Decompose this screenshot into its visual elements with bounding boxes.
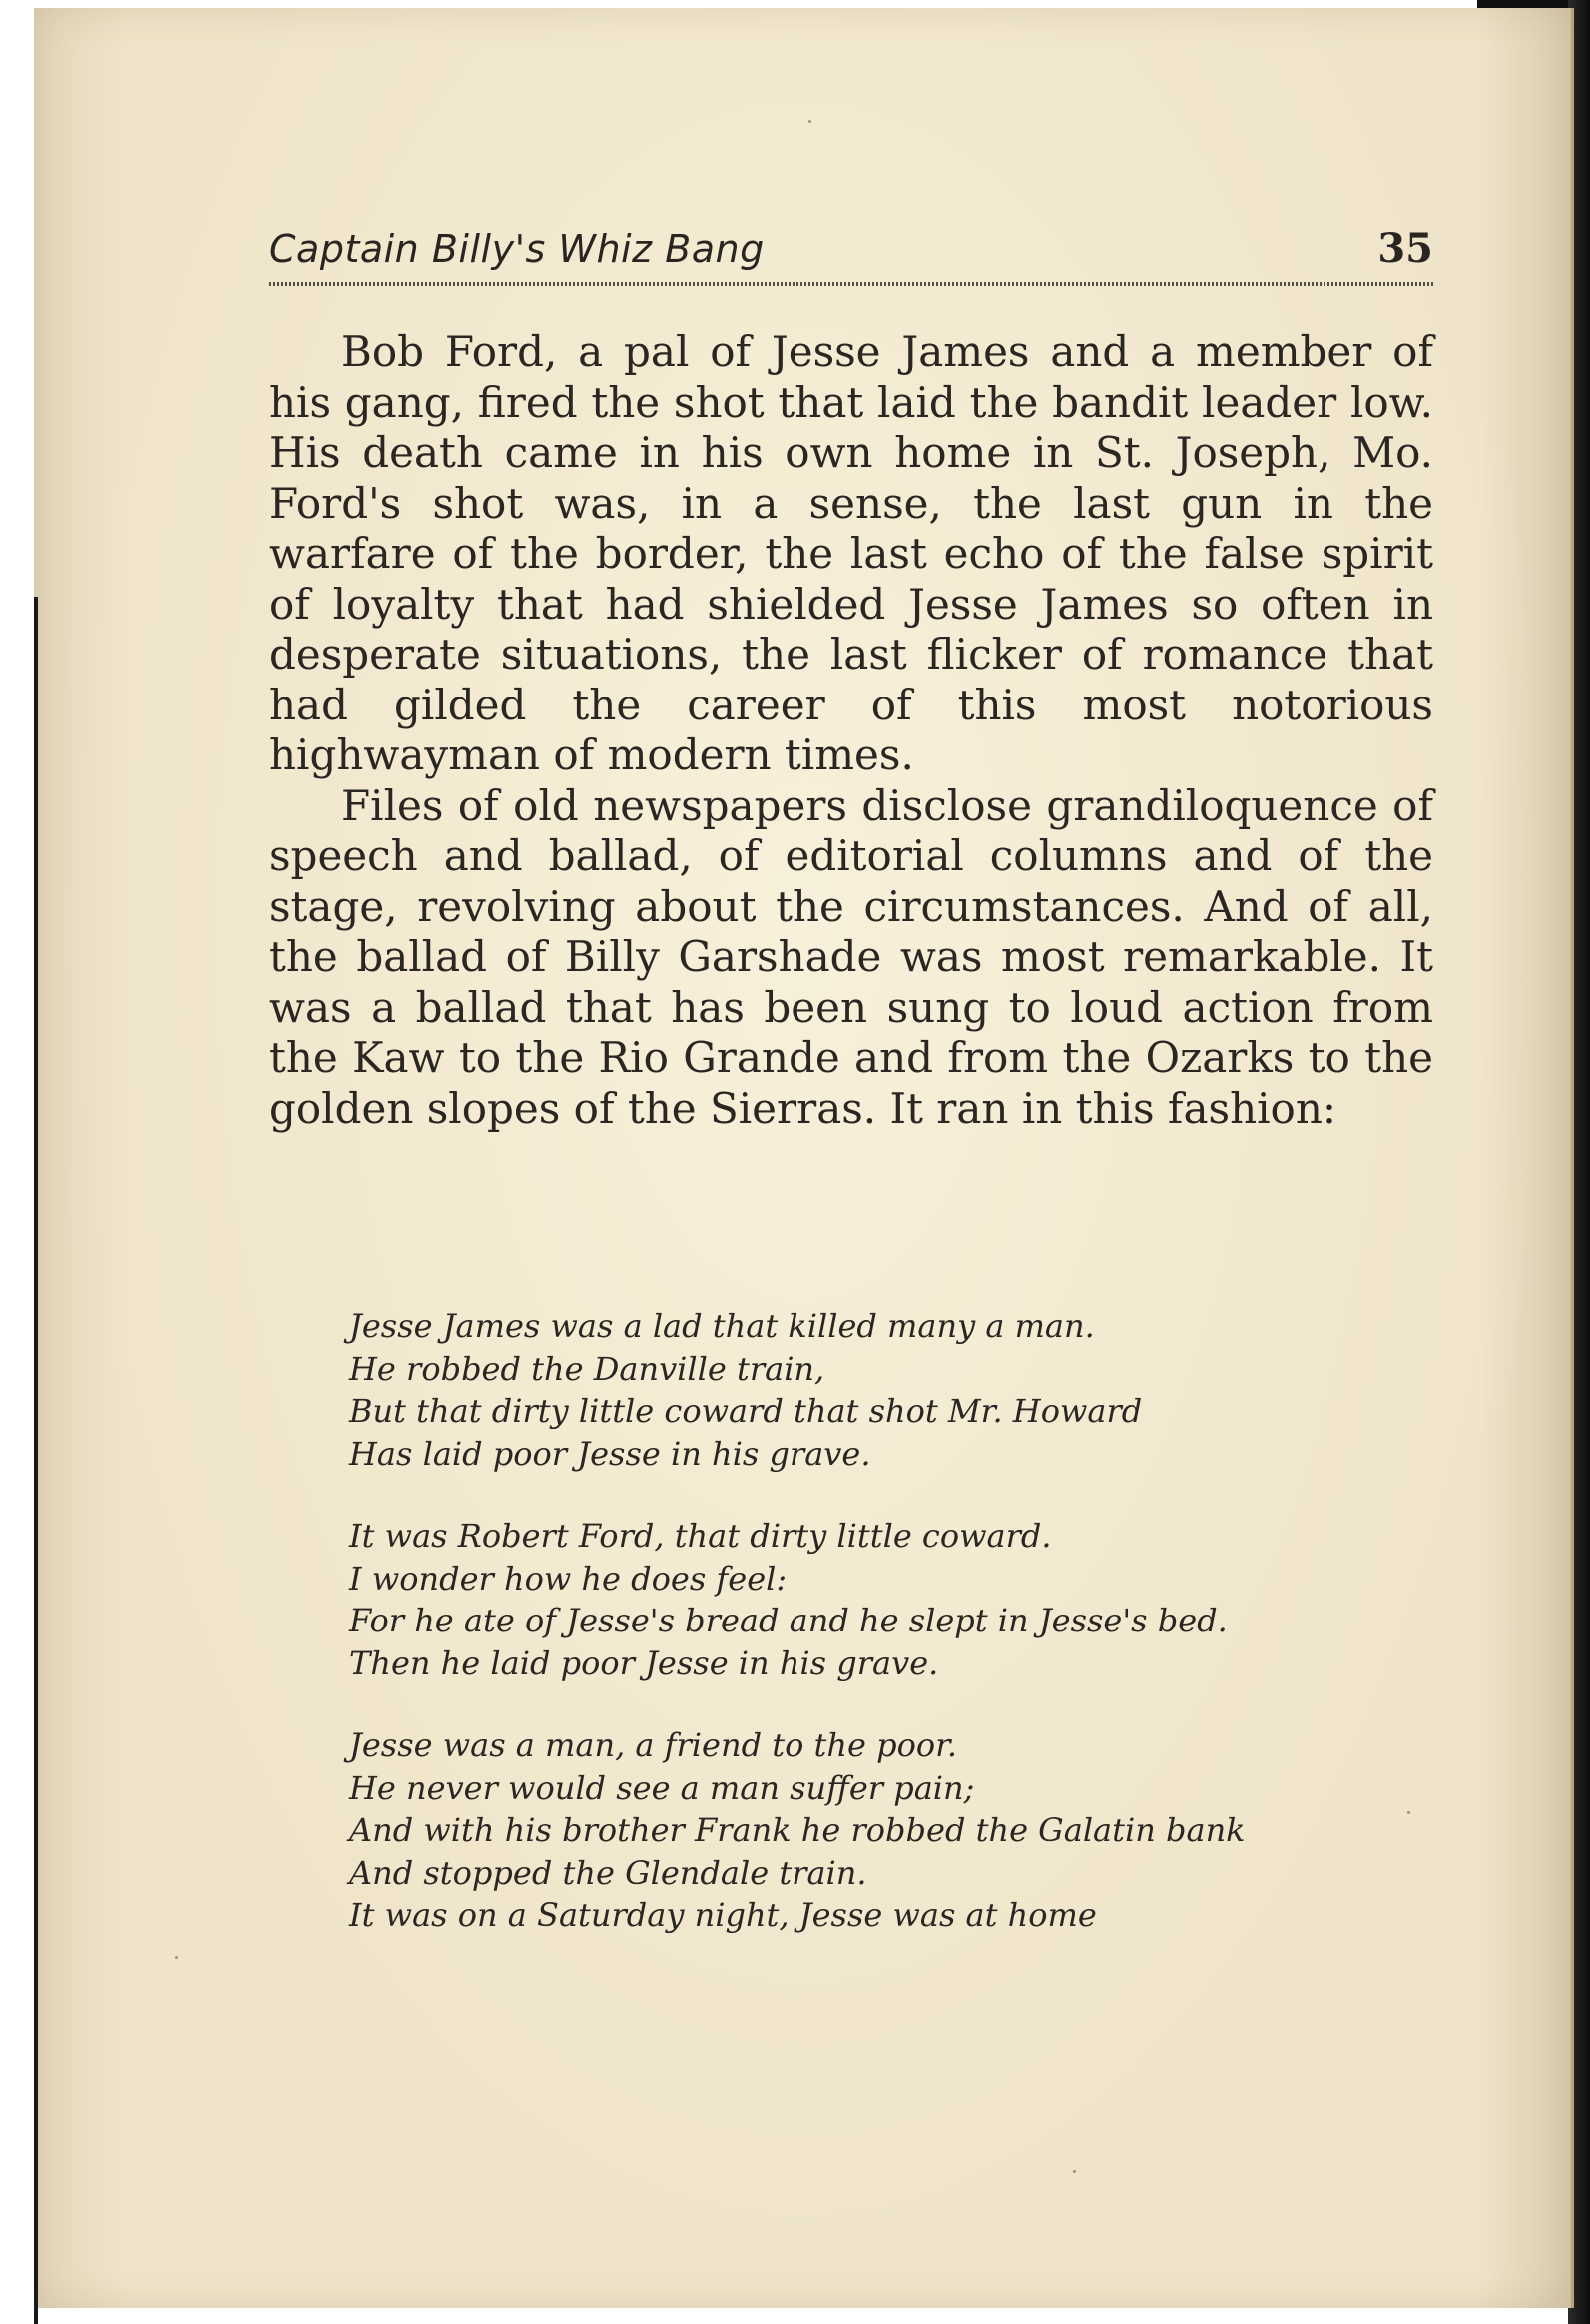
paper-speck (1073, 2170, 1076, 2173)
ballad-stanza (349, 1724, 1397, 1937)
running-header-title: Captain Billy's Whiz Bang (269, 228, 765, 271)
verse-line: And with his brother Frank he robbed the Galatin bank (349, 1811, 1246, 1849)
paper-speck (175, 1956, 178, 1959)
verse-line: And stopped the Glendale train. (349, 1853, 867, 1892)
verse-line: I wonder how he does feel: (349, 1559, 788, 1598)
paragraph-bob-ford: Bob Ford, a pal of Jesse James and a member of his gang, fired the shot that laid the bandit leader low. His death came in his own home in St. Joseph, Mo. Ford's shot was, in a sense, the last gun in the warfare of the border, the last echo of the false spirit of loyalty that had shielded Jesse James so often in desperate situations, the last flicker of romance that had gilded the career of this most notorious highwayman of modern times. (269, 327, 1433, 779)
verse-line: For he ate of Jesse's bread and he slept in Jesse's bed. (349, 1602, 1228, 1639)
verse-line: Jesse James was a lad that killed many a man. (349, 1307, 1095, 1345)
paragraph-old-newspapers: Files of old newspapers disclose grandiloquence of speech and ballad, of editorial columns and of the stage, revolving about the circumstances. And of all, the ballad of Billy Garshade was most remarkable. It was a ballad that has been sung to loud action from the Kaw to the Rio Grande and from the Ozarks to the golden slopes of the Sierras. It ran in this fashion: (269, 780, 1433, 1133)
ballad-verses (349, 1305, 1397, 1977)
ballad-stanza (349, 1305, 1397, 1475)
verse-line: He robbed the Danville train, (349, 1349, 825, 1388)
verse-line: It was on a Saturday night, Jesse was at home (349, 1896, 1097, 1934)
running-header (269, 228, 1433, 279)
verse-line: He never would see a man suffer pain; (349, 1768, 975, 1807)
page-shadow-edge (34, 597, 38, 2324)
paper-speck (808, 120, 811, 123)
verse-line: Has laid poor Jesse in his grave. (349, 1434, 871, 1473)
header-rule-divider (269, 282, 1433, 286)
verse-line: Then he laid poor Jesse in his grave. (349, 1643, 939, 1682)
verse-line: But that dirty little coward that shot Mr. Howard (349, 1392, 1143, 1430)
body-text (269, 327, 1433, 1134)
paper-speck (1407, 1811, 1410, 1814)
verse-line: Jesse was a man, a friend to the poor. (349, 1726, 958, 1764)
ballad-stanza (349, 1515, 1397, 1684)
verse-line: It was Robert Ford, that dirty little coward. (349, 1517, 1052, 1555)
page-number: 35 (1377, 226, 1433, 272)
